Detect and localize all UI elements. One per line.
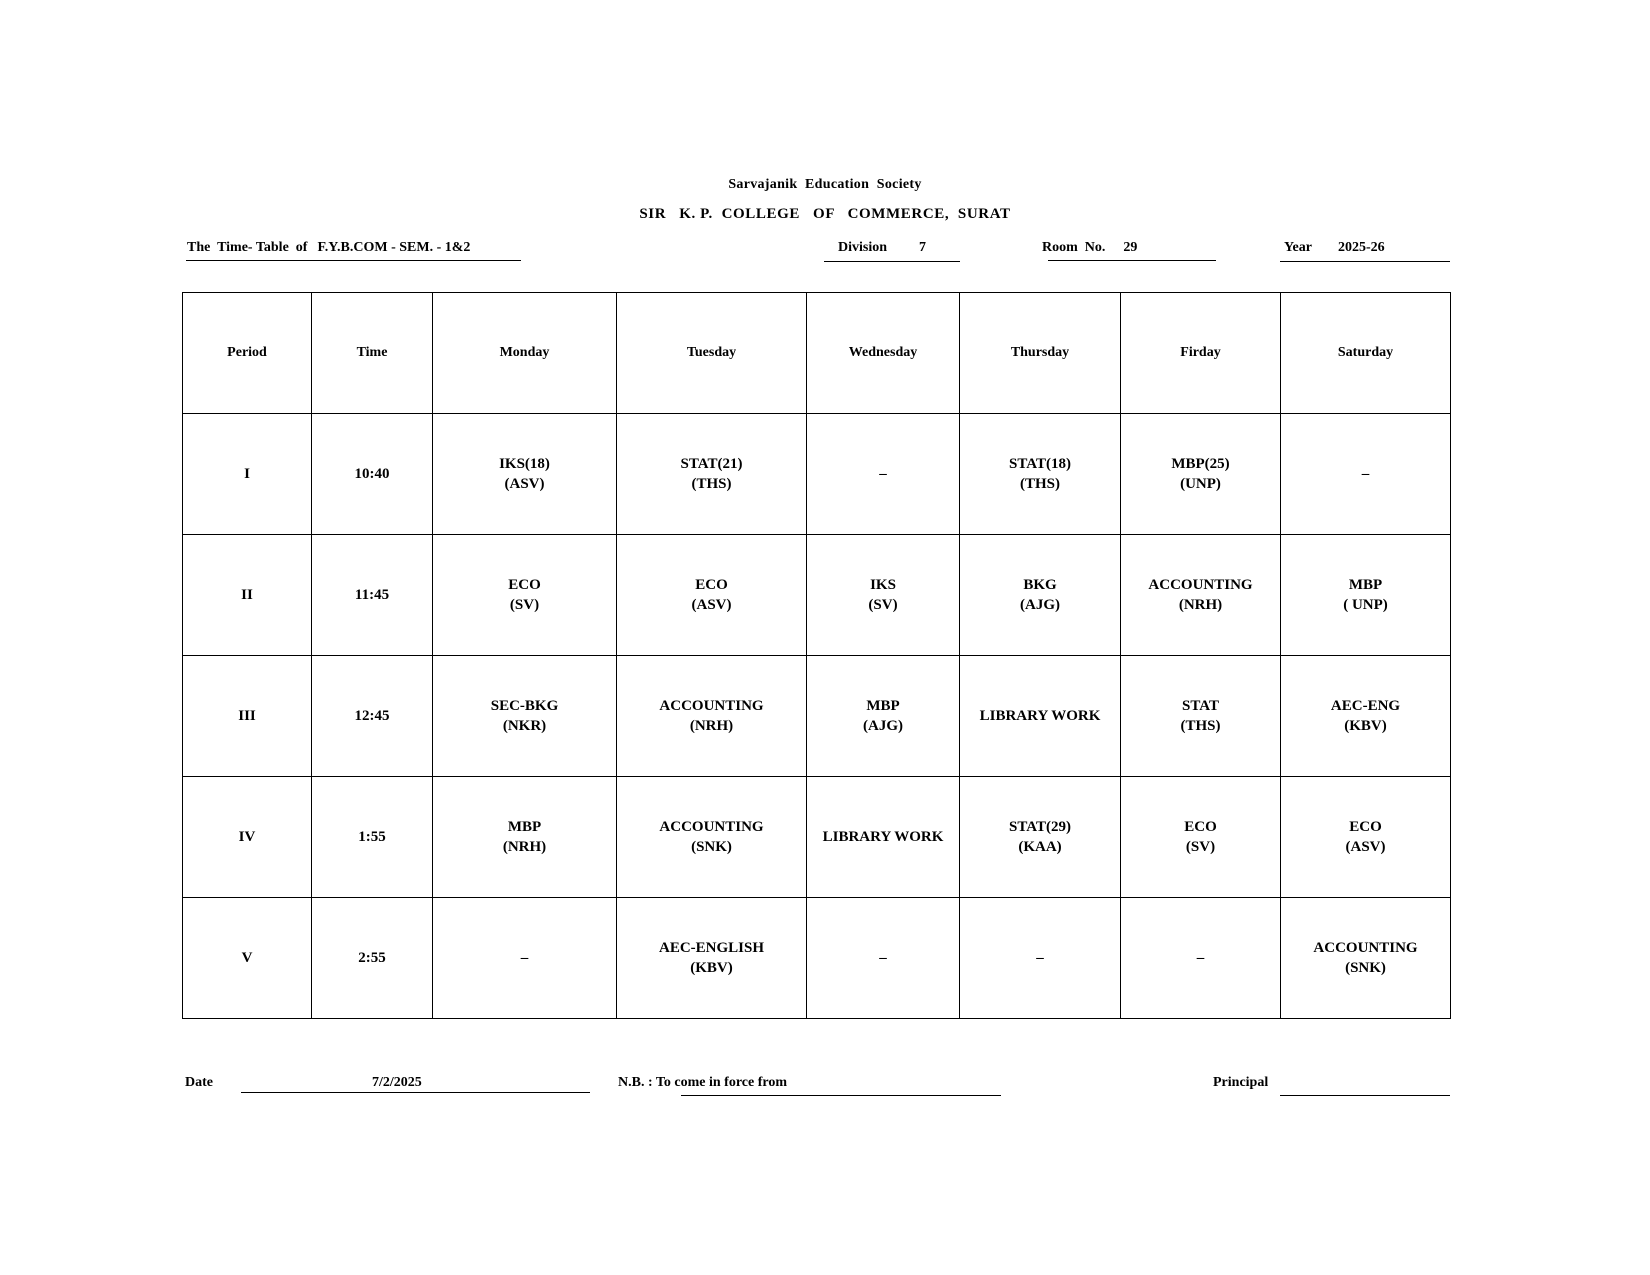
subject-name: ECO — [508, 577, 541, 593]
table-row — [183, 535, 1451, 656]
subject-cell — [617, 535, 807, 656]
date-label: Date — [185, 1075, 213, 1090]
table-row — [183, 414, 1451, 535]
subject-cell — [1121, 414, 1281, 535]
period-cell: I — [183, 414, 312, 535]
col-header-friday: Firday — [1121, 293, 1281, 414]
subject-name: ACCOUNTING — [1313, 940, 1418, 956]
date-underline — [241, 1092, 590, 1093]
subject-name: MBP — [1348, 577, 1383, 593]
teacher-code: (ASV) — [504, 476, 545, 492]
timetable — [182, 292, 1451, 1019]
subject-name: ACCOUNTING — [659, 698, 764, 714]
year-underline — [1280, 261, 1450, 262]
date-value: 7/2/2025 — [372, 1075, 422, 1090]
subject-name: STAT — [1182, 698, 1219, 714]
subject-cell — [617, 777, 807, 898]
col-header-time: Time — [312, 293, 433, 414]
time-cell: 10:40 — [312, 414, 433, 535]
col-header-tuesday: Tuesday — [617, 293, 807, 414]
subject-name: LIBRARY WORK — [979, 708, 1101, 724]
subject-name: IKS(18) — [499, 456, 550, 472]
subject-name: ECO — [1184, 819, 1217, 835]
nb-underline — [681, 1095, 1001, 1096]
teacher-code: (THS) — [1019, 476, 1060, 492]
subject-cell — [433, 777, 617, 898]
division-value: 7 — [919, 240, 927, 255]
room-label: Room No. — [1042, 240, 1106, 255]
teacher-code: (KAA) — [1018, 839, 1062, 855]
subject-name: STAT(21) — [680, 456, 743, 472]
timetable-label: The Time- Table of — [187, 240, 308, 255]
nb-label: N.B. : To come in force from — [618, 1075, 788, 1090]
room-value: 29 — [1123, 240, 1138, 255]
division-underline — [824, 261, 960, 262]
teacher-code: (SV) — [868, 597, 898, 613]
empty-slot: – — [1196, 950, 1205, 966]
teacher-code: (SV) — [509, 597, 540, 613]
principal-signature-line — [1280, 1095, 1450, 1096]
timetable-underline — [186, 260, 521, 261]
empty-slot: – — [879, 950, 887, 966]
subject-cell — [960, 414, 1121, 535]
subject-name: STAT(18) — [1009, 456, 1071, 472]
subject-cell — [617, 656, 807, 777]
empty-slot: – — [1361, 466, 1370, 482]
table-row — [183, 656, 1451, 777]
subject-name: MBP(25) — [1171, 456, 1230, 472]
subject-name: IKS — [870, 577, 896, 593]
subject-cell — [960, 898, 1121, 1019]
year-label: Year — [1284, 240, 1312, 255]
teacher-code: (SNK) — [1345, 960, 1386, 976]
timetable-value: F.Y.B.COM - SEM. - 1&2 — [317, 240, 471, 255]
col-header-saturday: Saturday — [1281, 293, 1451, 414]
teacher-code: (SV) — [1185, 839, 1216, 855]
subject-cell — [960, 656, 1121, 777]
subject-cell — [433, 414, 617, 535]
period-cell: II — [183, 535, 312, 656]
society-name: Sarvajanik Education Society — [728, 177, 922, 192]
teacher-code: (KBV) — [690, 960, 733, 976]
subject-cell — [1121, 656, 1281, 777]
table-row — [183, 898, 1451, 1019]
col-header-monday: Monday — [433, 293, 617, 414]
year-value: 2025-26 — [1338, 240, 1385, 255]
period-cell: V — [183, 898, 312, 1019]
teacher-code: (SNK) — [691, 839, 732, 855]
division-label: Division — [838, 240, 888, 255]
teacher-code: (THS) — [691, 476, 732, 492]
time-cell: 12:45 — [312, 656, 433, 777]
subject-cell — [1121, 535, 1281, 656]
header-row — [183, 293, 1451, 414]
subject-name: MBP — [866, 698, 900, 714]
teacher-code: (AJG) — [863, 718, 903, 734]
room-underline — [1048, 260, 1216, 261]
time-cell: 1:55 — [312, 777, 433, 898]
col-header-period: Period — [183, 293, 312, 414]
subject-cell — [1281, 777, 1451, 898]
table-row — [183, 777, 1451, 898]
subject-cell — [807, 898, 960, 1019]
subject-cell — [433, 656, 617, 777]
room-info — [1042, 240, 1137, 256]
subject-cell — [1121, 898, 1281, 1019]
time-cell: 11:45 — [312, 535, 433, 656]
subject-cell — [433, 535, 617, 656]
timetable-info — [187, 240, 470, 256]
empty-slot: – — [520, 950, 529, 966]
subject-name: BKG — [1023, 577, 1057, 593]
teacher-code: ( UNP) — [1343, 597, 1388, 613]
teacher-code: (NRH) — [502, 839, 547, 855]
teacher-code: (NRH) — [689, 718, 734, 734]
subject-cell — [1121, 777, 1281, 898]
subject-name: ACCOUNTING — [659, 819, 764, 835]
subject-name: ECO — [695, 577, 728, 593]
teacher-code: (NKR) — [502, 718, 547, 734]
subject-name: MBP — [507, 819, 542, 835]
col-header-wednesday: Wednesday — [807, 293, 960, 414]
subject-name: SEC-BKG — [490, 698, 559, 714]
subject-cell — [807, 777, 960, 898]
subject-cell — [617, 414, 807, 535]
teacher-code: (ASV) — [1345, 839, 1386, 855]
college-name: SIR K. P. COLLEGE OF COMMERCE, SURAT — [639, 206, 1011, 222]
col-header-thursday: Thursday — [960, 293, 1121, 414]
teacher-code: (ASV) — [691, 597, 732, 613]
teacher-code: (UNP) — [1180, 476, 1221, 492]
subject-name: AEC-ENG — [1330, 698, 1401, 714]
period-cell: IV — [183, 777, 312, 898]
teacher-code: (NRH) — [1178, 597, 1223, 613]
teacher-code: (THS) — [1180, 718, 1221, 734]
subject-name: ACCOUNTING — [1148, 577, 1253, 593]
period-cell: III — [183, 656, 312, 777]
subject-cell — [807, 535, 960, 656]
subject-cell — [617, 898, 807, 1019]
subject-name: AEC-ENGLISH — [658, 940, 765, 956]
time-cell: 2:55 — [312, 898, 433, 1019]
teacher-code: (KBV) — [1344, 718, 1387, 734]
subject-cell — [433, 898, 617, 1019]
subject-cell — [1281, 535, 1451, 656]
division-info — [838, 240, 926, 256]
subject-cell — [1281, 656, 1451, 777]
subject-name: ECO — [1349, 819, 1382, 835]
subject-cell — [960, 535, 1121, 656]
subject-cell — [1281, 414, 1451, 535]
subject-cell — [1281, 898, 1451, 1019]
subject-cell — [807, 656, 960, 777]
subject-name: STAT(29) — [1009, 819, 1071, 835]
principal-label: Principal — [1213, 1075, 1269, 1090]
empty-slot: – — [879, 466, 887, 482]
subject-cell — [807, 414, 960, 535]
year-info — [1284, 240, 1385, 256]
empty-slot: – — [1036, 950, 1044, 966]
subject-cell — [960, 777, 1121, 898]
subject-name: LIBRARY WORK — [822, 829, 944, 845]
teacher-code: (AJG) — [1020, 597, 1060, 613]
